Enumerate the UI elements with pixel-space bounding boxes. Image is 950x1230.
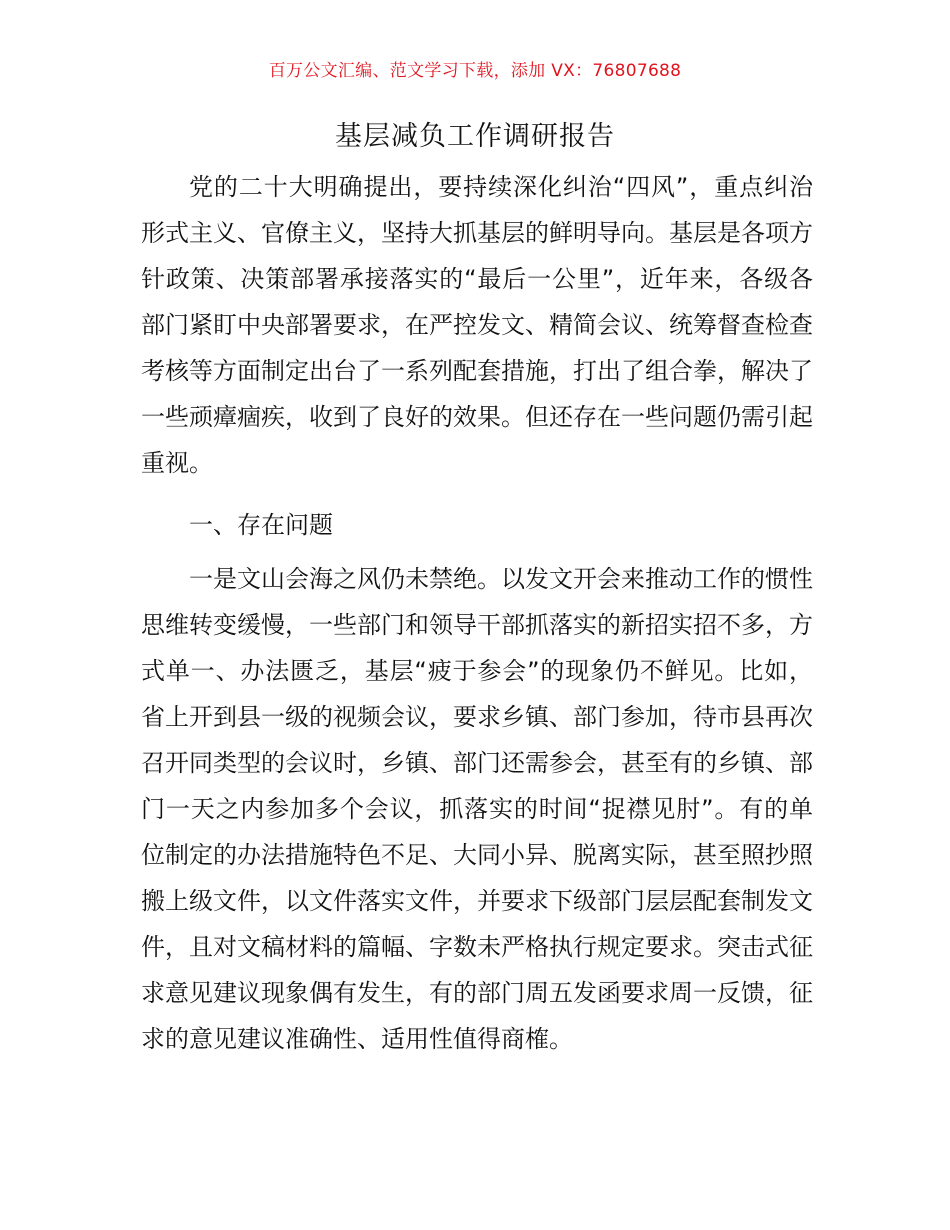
- document-body: [141, 164, 813, 1062]
- problem-paragraph: 一是文山会海之风仍未禁绝。以发文开会来推动工作的惯性思维转变缓慢，一些部门和领导干部抓落实的新招实招不多，方式单一、办法匮乏，基层“疲于参会”的现象仍不鲜见。比如，省上开到县一级的视频会议，要求乡镇、部门参加，待市县再次召开同类型的会议时，乡镇、部门还需参会，甚至有的乡镇、部门一天之内参加多个会议，抓落实的时间“捉襟见肘”。有的单位制定的办法措施特色不足、大同小异、脱离实际，甚至照抄照搬上级文件，以文件落实文件，并要求下级部门层层配套制发文件，且对文稿材料的篇幅、字数未严格执行规定要求。突击式征求意见建议现象偶有发生，有的部门周五发函要求周一反馈，征求的意见建议准确性、适用性值得商榷。: [141, 565, 813, 1053]
- paragraph-gap: [141, 486, 813, 494]
- document-title: 基层减负工作调研报告: [335, 121, 615, 152]
- watermark-header: 百万公文汇编、范文学习下载，添加 VX：76807688: [268, 61, 682, 81]
- paragraph-gap: [141, 548, 813, 556]
- section-heading: 一、存在问题: [189, 511, 333, 539]
- intro-paragraph: 党的二十大明确提出，要持续深化纠治“四风”，重点纠治形式主义、官僚主义，坚持大抓基层的鲜明导向。基层是各项方针政策、决策部署承接落实的“最后一公里”，近年来，各级各部门紧盯中央部署要求，在严控发文、精简会议、统筹督查检查考核等方面制定出台了一系列配套措施，打出了组合拳，解决了一些顽瘴痼疾，收到了良好的效果。但还存在一些问题仍需引起重视。: [141, 173, 813, 477]
